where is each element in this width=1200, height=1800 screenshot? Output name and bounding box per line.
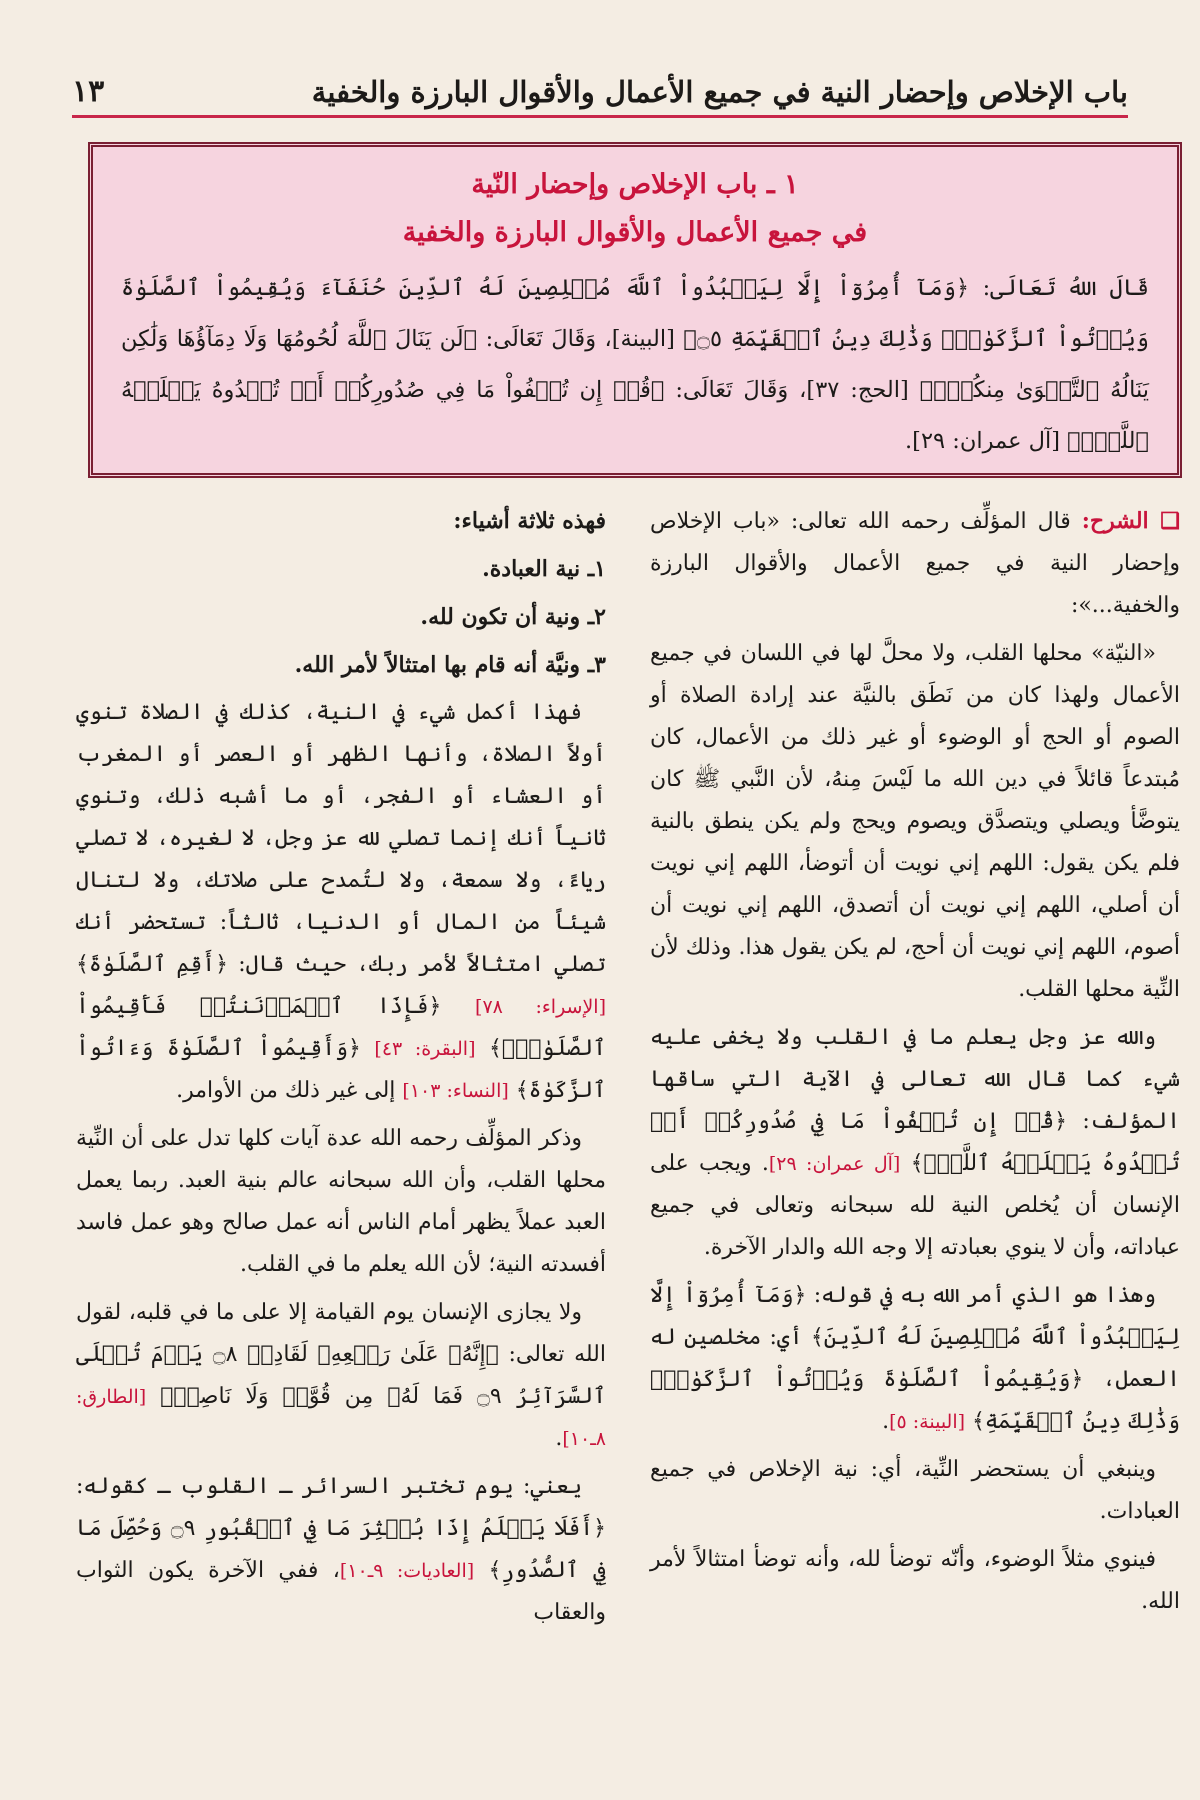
paragraph	[76, 692, 606, 1112]
paragraph: «النيّة» محلها القلب، ولا محلَّ لها في اللسان في جميع الأعمال ولهذا كان من نَطَق بالنيَّة عند إرادة الصلاة أو الصوم أو الحج أو الوضوء أو غير ذلك من الأعمال، كان مُبتدعاً قائلاً في دين الله ما لَيْسَ مِنهُ، لأن النَّبي ﷺ كان يتوضَّأ ويصلي ويتصدَّق ويصوم ويحج ولم يكن ينطق بالنية فلم يكن يقول: اللهم إني نويت أن أتوضأ، اللهم إني نويت أن أصلي، اللهم إني نويت أن أتصدق، اللهم إني نويت أن أصوم، اللهم إني نويت أن أحج، لم يكن يقول هذا. وذلك لأن النِّية محلها القلب.	[650, 641, 1181, 1002]
paragraph-text: ﴿وَأَقِيمُواْ ٱلصَّلَوٰةَ وَءَاتُواْ ٱلزَّكَوٰةَ﴾	[76, 1036, 606, 1103]
chapter-verses: قَالَ اللهُ تَعَالَى: ﴿وَمَآ أُمِرُوٓاْ إِلَّا لِيَعۡبُدُواْ ٱللَّهَ مُخۡلِصِينَ لَهُ ٱلدِّينَ حُنَفَآءَ وَيُقِيمُواْ ٱلصَّلَوٰةَ وَيُؤۡتُواْ ٱلزَّكَوٰةَۚ وَذَٰلِكَ دِينُ ٱلۡقَيِّمَةِ ۝٥﴾ [البينة]، وَقَالَ تَعَالَى: ﴿لَن يَنَالَ ٱللَّهَ لُحُومُهَا وَلَا دِمَآؤُهَا وَلَٰكِن يَنَالُهُ ٱلتَّقۡوَىٰ مِنكُمۡۚ﴾ [الحج: ٣٧]، وَقَالَ تَعَالَى: ﴿قُلۡ إِن تُخۡفُواْ مَا فِي صُدُورِكُمۡ أَوۡ تُبۡدُوهُ يَعۡلَمۡهُ ٱللَّهُۗ﴾ [آل عمران: ٢٩].	[121, 275, 1150, 454]
running-title: باب الإخلاص وإحضار النية في جميع الأعمال والأقوال البارزة والخفية	[311, 75, 1128, 109]
commentary-intro	[650, 500, 1180, 627]
paragraph: وذكر المؤلِّف رحمه الله عدة آيات كلها تدل على أن النِّية محلها القلب، وأن الله سبحانه عالم بنية العبد. ربما يعمل العبد عملاً يظهر أمام الناس أنه عمل صالح وهو عمل فاسد أفسدته النية؛ لأن الله يعلم ما في القلب.	[76, 1126, 606, 1277]
verse-reference: [الإسراء: ٧٨]	[475, 996, 606, 1018]
paragraph: وينبغي أن يستحضر النِّية، أي: نية الإخلاص في جميع العبادات.	[650, 1457, 1180, 1524]
paragraph	[650, 1017, 1180, 1269]
paragraph-text: ﴿فَإِذَا ٱطۡمَأۡنَنتُمۡ فَأَقِيمُواْ ٱلصَّلَوٰةَۚ﴾	[76, 994, 606, 1061]
page-number: ١٣	[72, 74, 105, 109]
paragraph-text: يعني: يوم تختبر السرائر ـ القلوب ـ كقوله: ﴿أَفَلَا يَعۡلَمُ إِذَا بُعۡثِرَ مَا فِي ٱلۡقُبُورِ ۝٩ وَحُصِّلَ مَا فِي ٱلصُّدُورِ﴾	[76, 1474, 607, 1583]
body-columns	[76, 500, 1180, 1760]
verse-reference: [آل عمران: ٢٩]	[768, 1153, 901, 1175]
paragraph-text: .	[882, 1409, 890, 1434]
paragraph-text: ولا يجازى الإنسان يوم القيامة إلا على ما في قلبه، لقول الله تعالى: ﴿إِنَّهُۥ عَلَىٰ رَجۡعِهِۦ لَقَادِرٞ ۝٨ يَوۡمَ تُبۡلَى ٱلسَّرَآئِرُ ۝٩ فَمَا لَهُۥ مِن قُوَّةٖ وَلَا نَاصِرٖ﴾	[76, 1300, 606, 1409]
verse-reference: [البقرة: ٤٣]	[374, 1038, 476, 1060]
list-item: ٣ـ ونيَّة أنه قام بها امتثالاً لأمر الله.	[294, 652, 606, 678]
paragraph	[650, 1275, 1180, 1443]
left-column	[76, 500, 606, 1760]
verse-reference: [الطارق: ٨ـ١٠]	[76, 1386, 606, 1450]
paragraph-text: فهذا أكمل شيء في النية، كذلك في الصلاة تنوي أولاً الصلاة، وأنها الظهر أو العصر أو المغرب أو العشاء أو الفجر، أو ما أشبه ذلك، وتنوي ثانياً أنك إنما تصلي لله عز وجل، لا لغيره، لا تصلي رياءً، ولا سمعة، ولا لتُمدح على صلاتك، ولا لتنال شيئاً من المال أو الدنيا، ثالثاً: تستحضر أنك تصلي امتثالاً لأمر ربك، حيث قال: ﴿أَقِمِ ٱلصَّلَوٰةَ﴾	[76, 700, 606, 977]
paragraph-text: قال المؤلِّف رحمه الله تعالى: «باب الإخلاص وإحضار النية في جميع الأعمال والأقوال البارزة والخفية...»:	[650, 509, 1180, 618]
paragraph-text: . ويجب على الإنسان أن يُخلص النية لله سبحانه وتعالى في جميع عباداته، وأن لا ينوي بعبادته إلا وجه الله والدار الآخرة.	[650, 1151, 1180, 1260]
chapter-subtitle: في جميع الأعمال والأقوال البارزة والخفية	[402, 217, 868, 248]
list-heading: فهذه ثلاثة أشياء:	[453, 508, 606, 534]
paragraph-text: إلى غير ذلك من الأوامر.	[176, 1078, 396, 1103]
paragraph-text: .	[555, 1426, 563, 1451]
paragraph-text: ، ففي الآخرة يكون الثواب والعقاب	[76, 1558, 606, 1625]
right-column	[650, 500, 1180, 1760]
paragraph-text: والله عز وجل يعلم ما في القلب ولا يخفى عليه شيء كما قال الله تعالى في الآية التي ساقها المؤلف: ﴿قُلۡ إِن تُخۡفُواْ مَا فِي صُدُورِكُمۡ أَوۡ تُبۡدُوهُ يَعۡلَمۡهُ ٱللَّهُۗ﴾	[650, 1025, 1181, 1176]
verse-reference: [النساء: ١٠٣]	[402, 1080, 509, 1102]
list-item: ٢ـ ونية أن تكون لله.	[420, 604, 606, 630]
paragraph-text: وهذا هو الذي أمر الله به في قوله: ﴿وَمَآ أُمِرُوٓاْ إِلَّا لِيَعۡبُدُواْ ٱللَّهَ مُخۡلِصِينَ لَهُ ٱلدِّينَ﴾ أي: مخلصين له العمل، ﴿وَيُقِيمُواْ ٱلصَّلَوٰةَ وَيُؤۡتُواْ ٱلزَّكَوٰةَۚ وَذَٰلِكَ دِينُ ٱلۡقَيِّمَةِ﴾	[650, 1283, 1180, 1434]
paragraph: فينوي مثلاً الوضوء، وأنّه توضأ لله، وأنه توضأ امتثالاً لأمر الله.	[650, 1547, 1180, 1614]
page-header	[72, 62, 1128, 118]
paragraph	[76, 1292, 606, 1460]
paragraph	[76, 1466, 606, 1634]
sharh-label: ❑ الشرح:	[1081, 508, 1180, 534]
verse-reference: [العاديات: ٩ـ١٠]	[339, 1560, 475, 1582]
verse-reference: [البينة: ٥]	[889, 1411, 966, 1433]
chapter-title: ١ ـ باب الإخلاص وإحضار النّية	[471, 169, 799, 200]
list-item: ١ـ نية العبادة.	[482, 556, 606, 582]
chapter-box	[88, 142, 1182, 478]
